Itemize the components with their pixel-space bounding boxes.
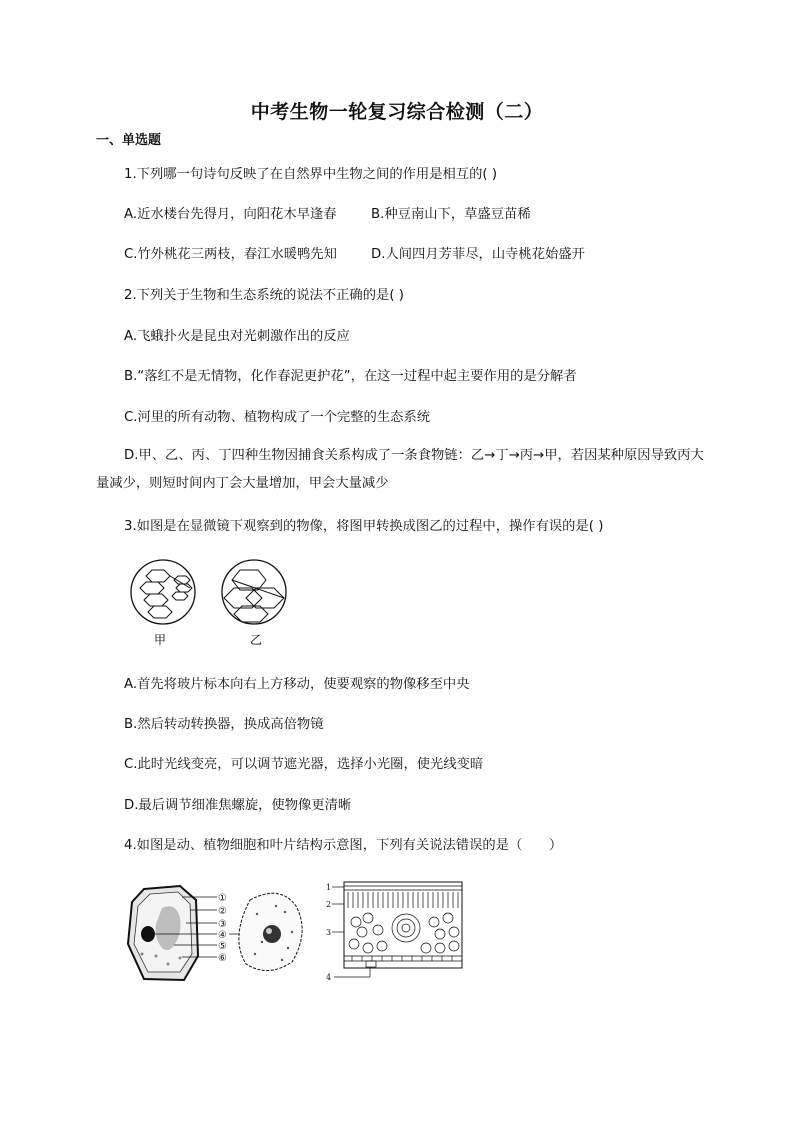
cell-diagram xyxy=(122,884,307,984)
section-heading: 一、单选题 xyxy=(96,133,162,148)
question-1-stem: 1.下列哪一句诗句反映了在自然界中生物之间的作用是相互的( ) xyxy=(124,167,498,182)
microscope-figure xyxy=(128,556,308,651)
question-4-stem: 4.如图是动、植物细胞和叶片结构示意图，下列有关说法错误的是（ ） xyxy=(124,838,563,853)
cell-label-6: ⑥ xyxy=(218,953,227,964)
question-3-option-c: C.此时光线变亮，可以调节遮光器，选择小光圈，使光线变暗 xyxy=(124,757,484,772)
question-3-option-d: D.最后调节细准焦螺旋，使物像更清晰 xyxy=(124,798,352,813)
cell-label-2: ② xyxy=(218,906,227,917)
cell-label-5: ⑤ xyxy=(218,941,227,952)
question-2-option-d: D.甲、乙、丙、丁四种生物因捕食关系构成了一条食物链：乙→丁→丙→甲，若因某种原因导致丙大量减少，则短时间内丁会大量增加，甲会大量减少 xyxy=(96,448,704,491)
cell-label-4: ④ xyxy=(218,930,227,941)
leaf-cross-section xyxy=(322,878,467,988)
question-3-stem: 3.如图是在显微镜下观察到的物像，将图甲转换成图乙的过程中，操作有误的是( ) xyxy=(124,519,604,534)
question-2-stem: 2.下列关于生物和生态系统的说法不正确的是( ) xyxy=(124,288,404,303)
cell-label-3: ③ xyxy=(218,919,227,930)
question-1-option-c: C.竹外桃花三两枝，春江水暖鸭先知 xyxy=(124,247,337,262)
document-title: 中考生物一轮复习综合检测（二） xyxy=(250,101,544,123)
question-1-option-a: A.近水楼台先得月，向阳花木早逢春 xyxy=(124,207,337,222)
question-3-option-b: B.然后转动转换器，换成高倍物镜 xyxy=(124,717,324,732)
plant-cell xyxy=(128,886,198,980)
question-1-option-d: D.人间四月芳菲尽，山寺桃花始盛开 xyxy=(371,247,585,262)
leaf-label-1: 1 xyxy=(326,883,332,892)
question-2-option-c: C.河里的所有动物、植物构成了一个完整的生态系统 xyxy=(124,410,431,425)
question-3-option-a: A.首先将玻片标本向右上方移动，使要观察的物像移至中央 xyxy=(124,677,470,692)
label-yi: 乙 xyxy=(249,633,263,647)
leaf-label-4: 4 xyxy=(326,973,332,982)
cell-label-1: ① xyxy=(218,893,227,904)
leaf-label-3: 3 xyxy=(326,928,332,937)
label-jia: 甲 xyxy=(153,633,167,647)
field-jia xyxy=(131,560,195,624)
leaf-label-2: 2 xyxy=(326,900,332,909)
field-yi xyxy=(222,560,286,624)
question-2-option-a: A.飞蛾扑火是昆虫对光刺激作出的反应 xyxy=(124,329,350,344)
question-1-option-b: B.种豆南山下，草盛豆苗稀 xyxy=(371,207,531,222)
question-2-option-b: B.“落红不是无情物，化作春泥更护花”，在这一过程中起主要作用的是分解者 xyxy=(124,369,577,384)
animal-cell xyxy=(239,893,302,970)
